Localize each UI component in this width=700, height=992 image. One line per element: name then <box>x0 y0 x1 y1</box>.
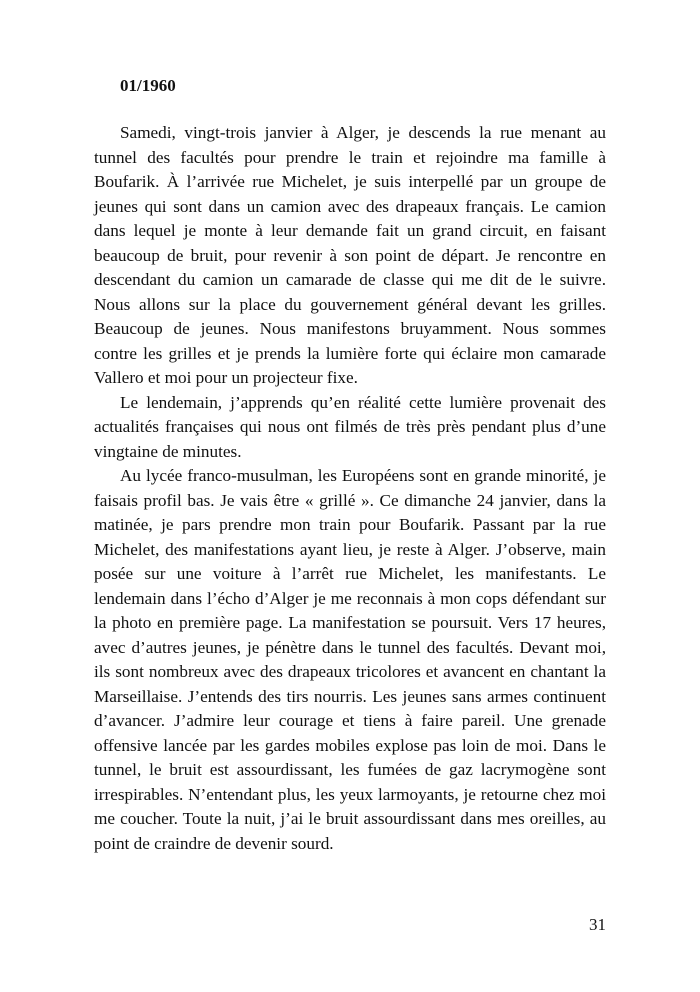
body-text <box>94 121 606 856</box>
chapter-date-heading: 01/1960 <box>120 76 176 95</box>
paragraph-3: Au lycée franco-musulman, les Européens sont en grande minorité, je faisais profil bas. Je vais être « grillé ». Ce dimanche 24 janvier, dans la matinée, je pars prendre mon train pour Boufarik. Passant par la rue Michelet, des manifestations ayant lieu, je reste à Alger. J’observe, main posée sur une voiture à l’arrêt rue Michelet, les manifestants. Le lendemain dans l’écho d’Alger je me reconnais à mon cops défendant sur la photo en première page. La manifestation se poursuit. Vers 17 heures, avec d’autres jeunes, je pénètre dans le tunnel des facultés. Devant moi, ils sont nombreux avec des drapeaux tricolores et avancent en chantant la Marseillaise. J’entends des tirs nourris. Les jeunes sans armes continuent d’avancer. J’admire leur courage et tiens à faire pareil. Une grenade offensive lancée par les gardes mobiles explose pas loin de moi. Dans le tunnel, le bruit est assourdissant, les fumées de gaz lacrymogène sont irrespirables. N’entendant plus, les yeux larmoyants, je retourne chez moi me coucher. Toute la nuit, j’ai le bruit assourdissant dans mes oreilles, au point de craindre de devenir sourd. <box>94 466 606 853</box>
book-page <box>94 0 606 992</box>
page-number: 31 <box>589 915 606 934</box>
paragraph-2: Le lendemain, j’apprends qu’en réalité cette lumière provenait des actualités françaises qui nous ont filmés de très près pendant plus d’une vingtaine de minutes. <box>94 392 606 461</box>
paragraph-1: Samedi, vingt-trois janvier à Alger, je descends la rue menant au tunnel des facultés pour prendre le train et rejoindre ma famille à Boufarik. À l’arrivée rue Michelet, je suis interpellé par un groupe de jeunes qui sont dans un camion avec des drapeaux français. Le camion dans lequel je monte à leur demande fait un grand circuit, en faisant beaucoup de bruit, pour revenir à son point de départ. Je rencontre en descendant du camion un camarade de classe qui me dit de le suivre. Nous allons sur la place du gouvernement général devant les grilles. Beaucoup de jeunes. Nous manifestons bruyamment. Nous sommes contre les grilles et je prends la lumière forte qui éclaire mon camarade Vallero et moi pour un projecteur fixe. <box>94 123 606 387</box>
